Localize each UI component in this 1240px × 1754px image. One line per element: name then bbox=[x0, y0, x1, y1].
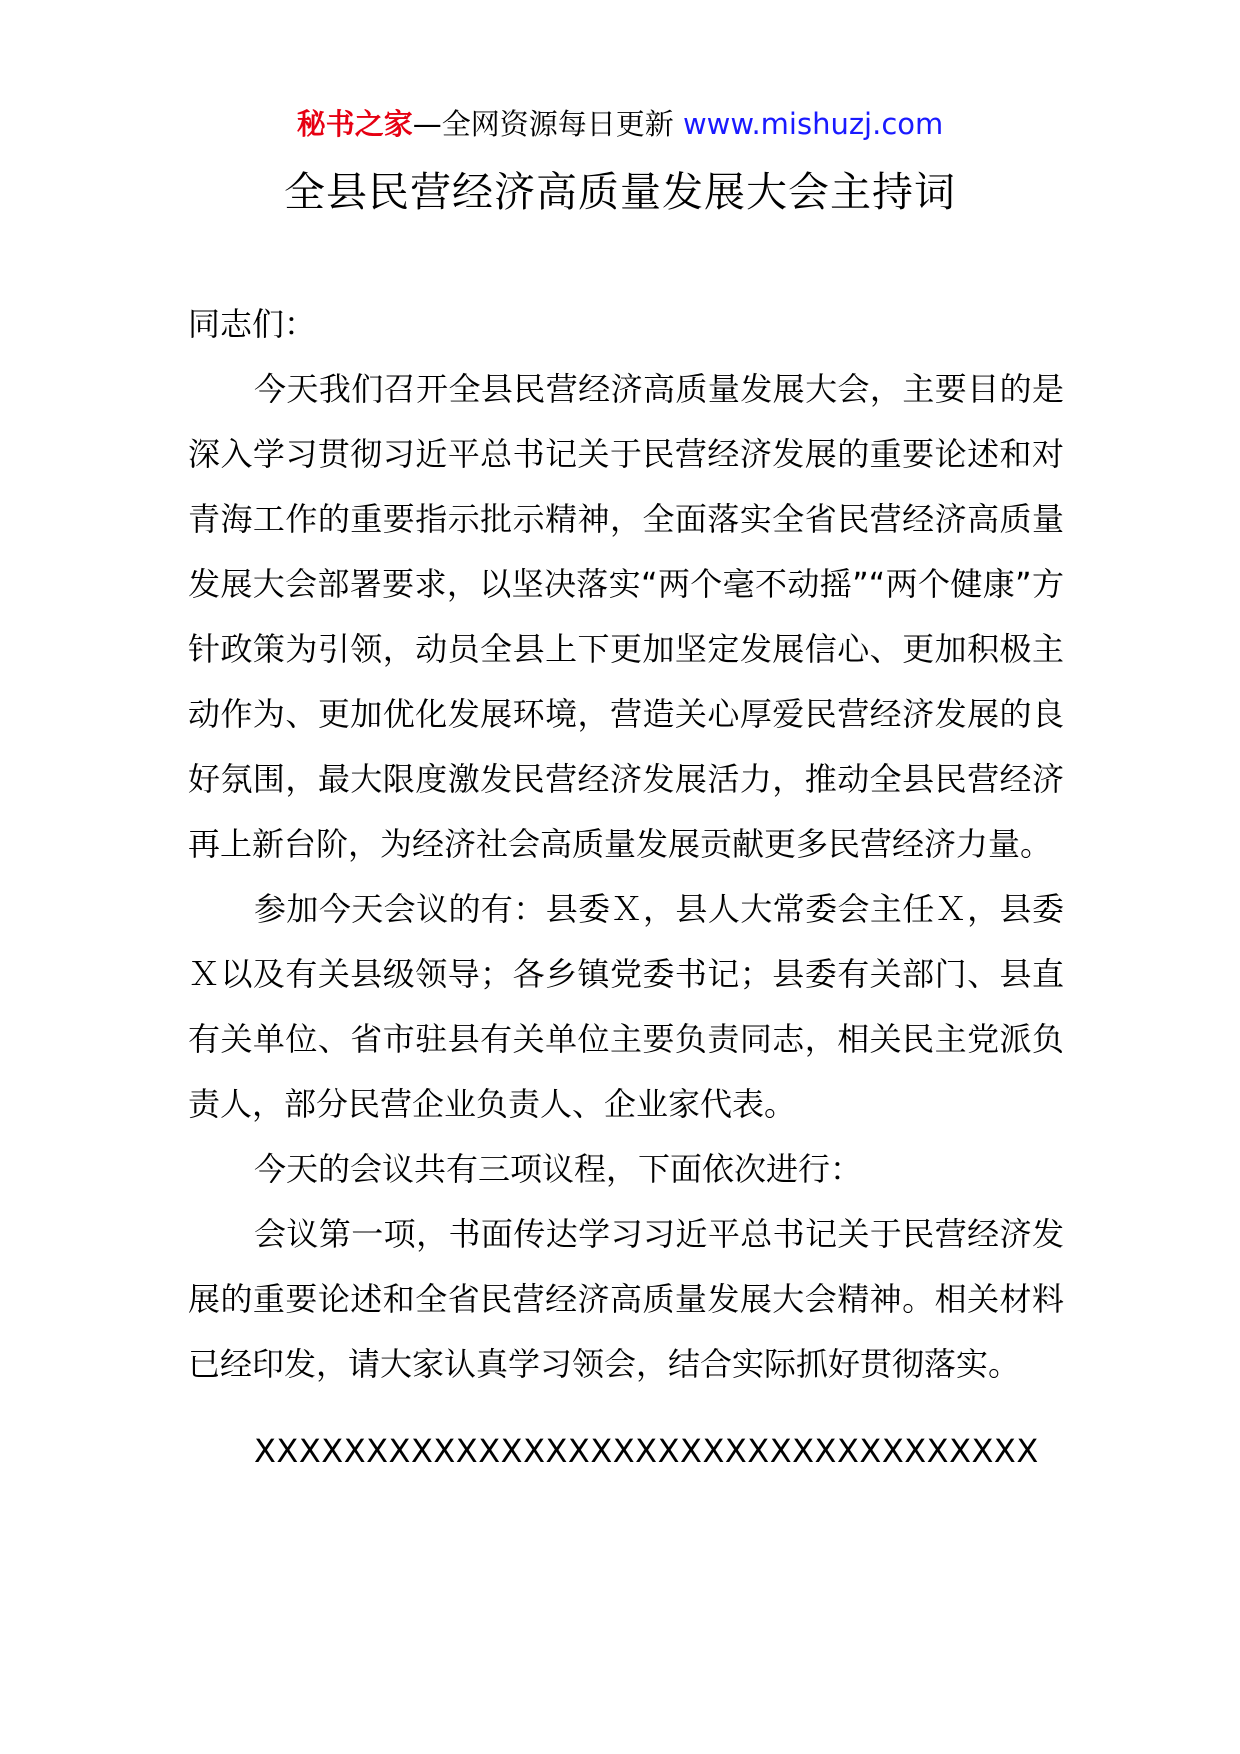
salutation: 同志们： bbox=[188, 305, 317, 343]
site-url-link[interactable]: www.mishuzj.com bbox=[682, 107, 944, 141]
paragraph-purpose: 今天我们召开全县民营经济高质量发展大会，主要目的是深入学习贯彻习近平总书记关于民营经济发展的重要论述和对青海工作的重要指示批示精神，全面落实全省民营经济高质量发展大会部署要求，以坚决落实“两个毫不动摇”“两个健康”方针政策为引领，动员全县上下更加坚定发展信心、更加积极主动作为、更加优化发展环境，营造关心厚爱民营经济发展的良好氛围，最大限度激发民营经济发展活力，推动全县民营经济再上新台阶，为经济社会高质量发展贡献更多民营经济力量。 bbox=[188, 370, 1064, 863]
site-header bbox=[0, 100, 1240, 148]
paragraph-attendees: 参加今天会议的有：县委Ｘ，县人大常委会主任Ｘ，县委Ｘ以及有关县级领导；各乡镇党委书记；县委有关部门、县直有关单位、省市驻县有关单位主要负责同志，相关民主党派负责人，部分民营企业负责人、企业家代表。 bbox=[188, 890, 1064, 1123]
paragraph-agenda: 今天的会议共有三项议程，下面依次进行： bbox=[254, 1150, 863, 1188]
paragraph-agenda-item-1: 会议第一项，书面传达学习习近平总书记关于民营经济发展的重要论述和全省民营经济高质量发展大会精神。相关材料已经印发，请大家认真学习领会，结合实际抓好贯彻落实。 bbox=[188, 1215, 1064, 1383]
document-body bbox=[188, 292, 1064, 1484]
site-brand: 秘书之家 bbox=[296, 107, 413, 141]
document-title: 全县民营经济高质量发展大会主持词 bbox=[284, 168, 956, 216]
site-slogan: —全网资源每日更新 bbox=[412, 107, 683, 141]
placeholder-line: XXXXXXXXXXXXXXXXXXXXXXXXXXXXXXXXXXX bbox=[254, 1432, 1039, 1470]
